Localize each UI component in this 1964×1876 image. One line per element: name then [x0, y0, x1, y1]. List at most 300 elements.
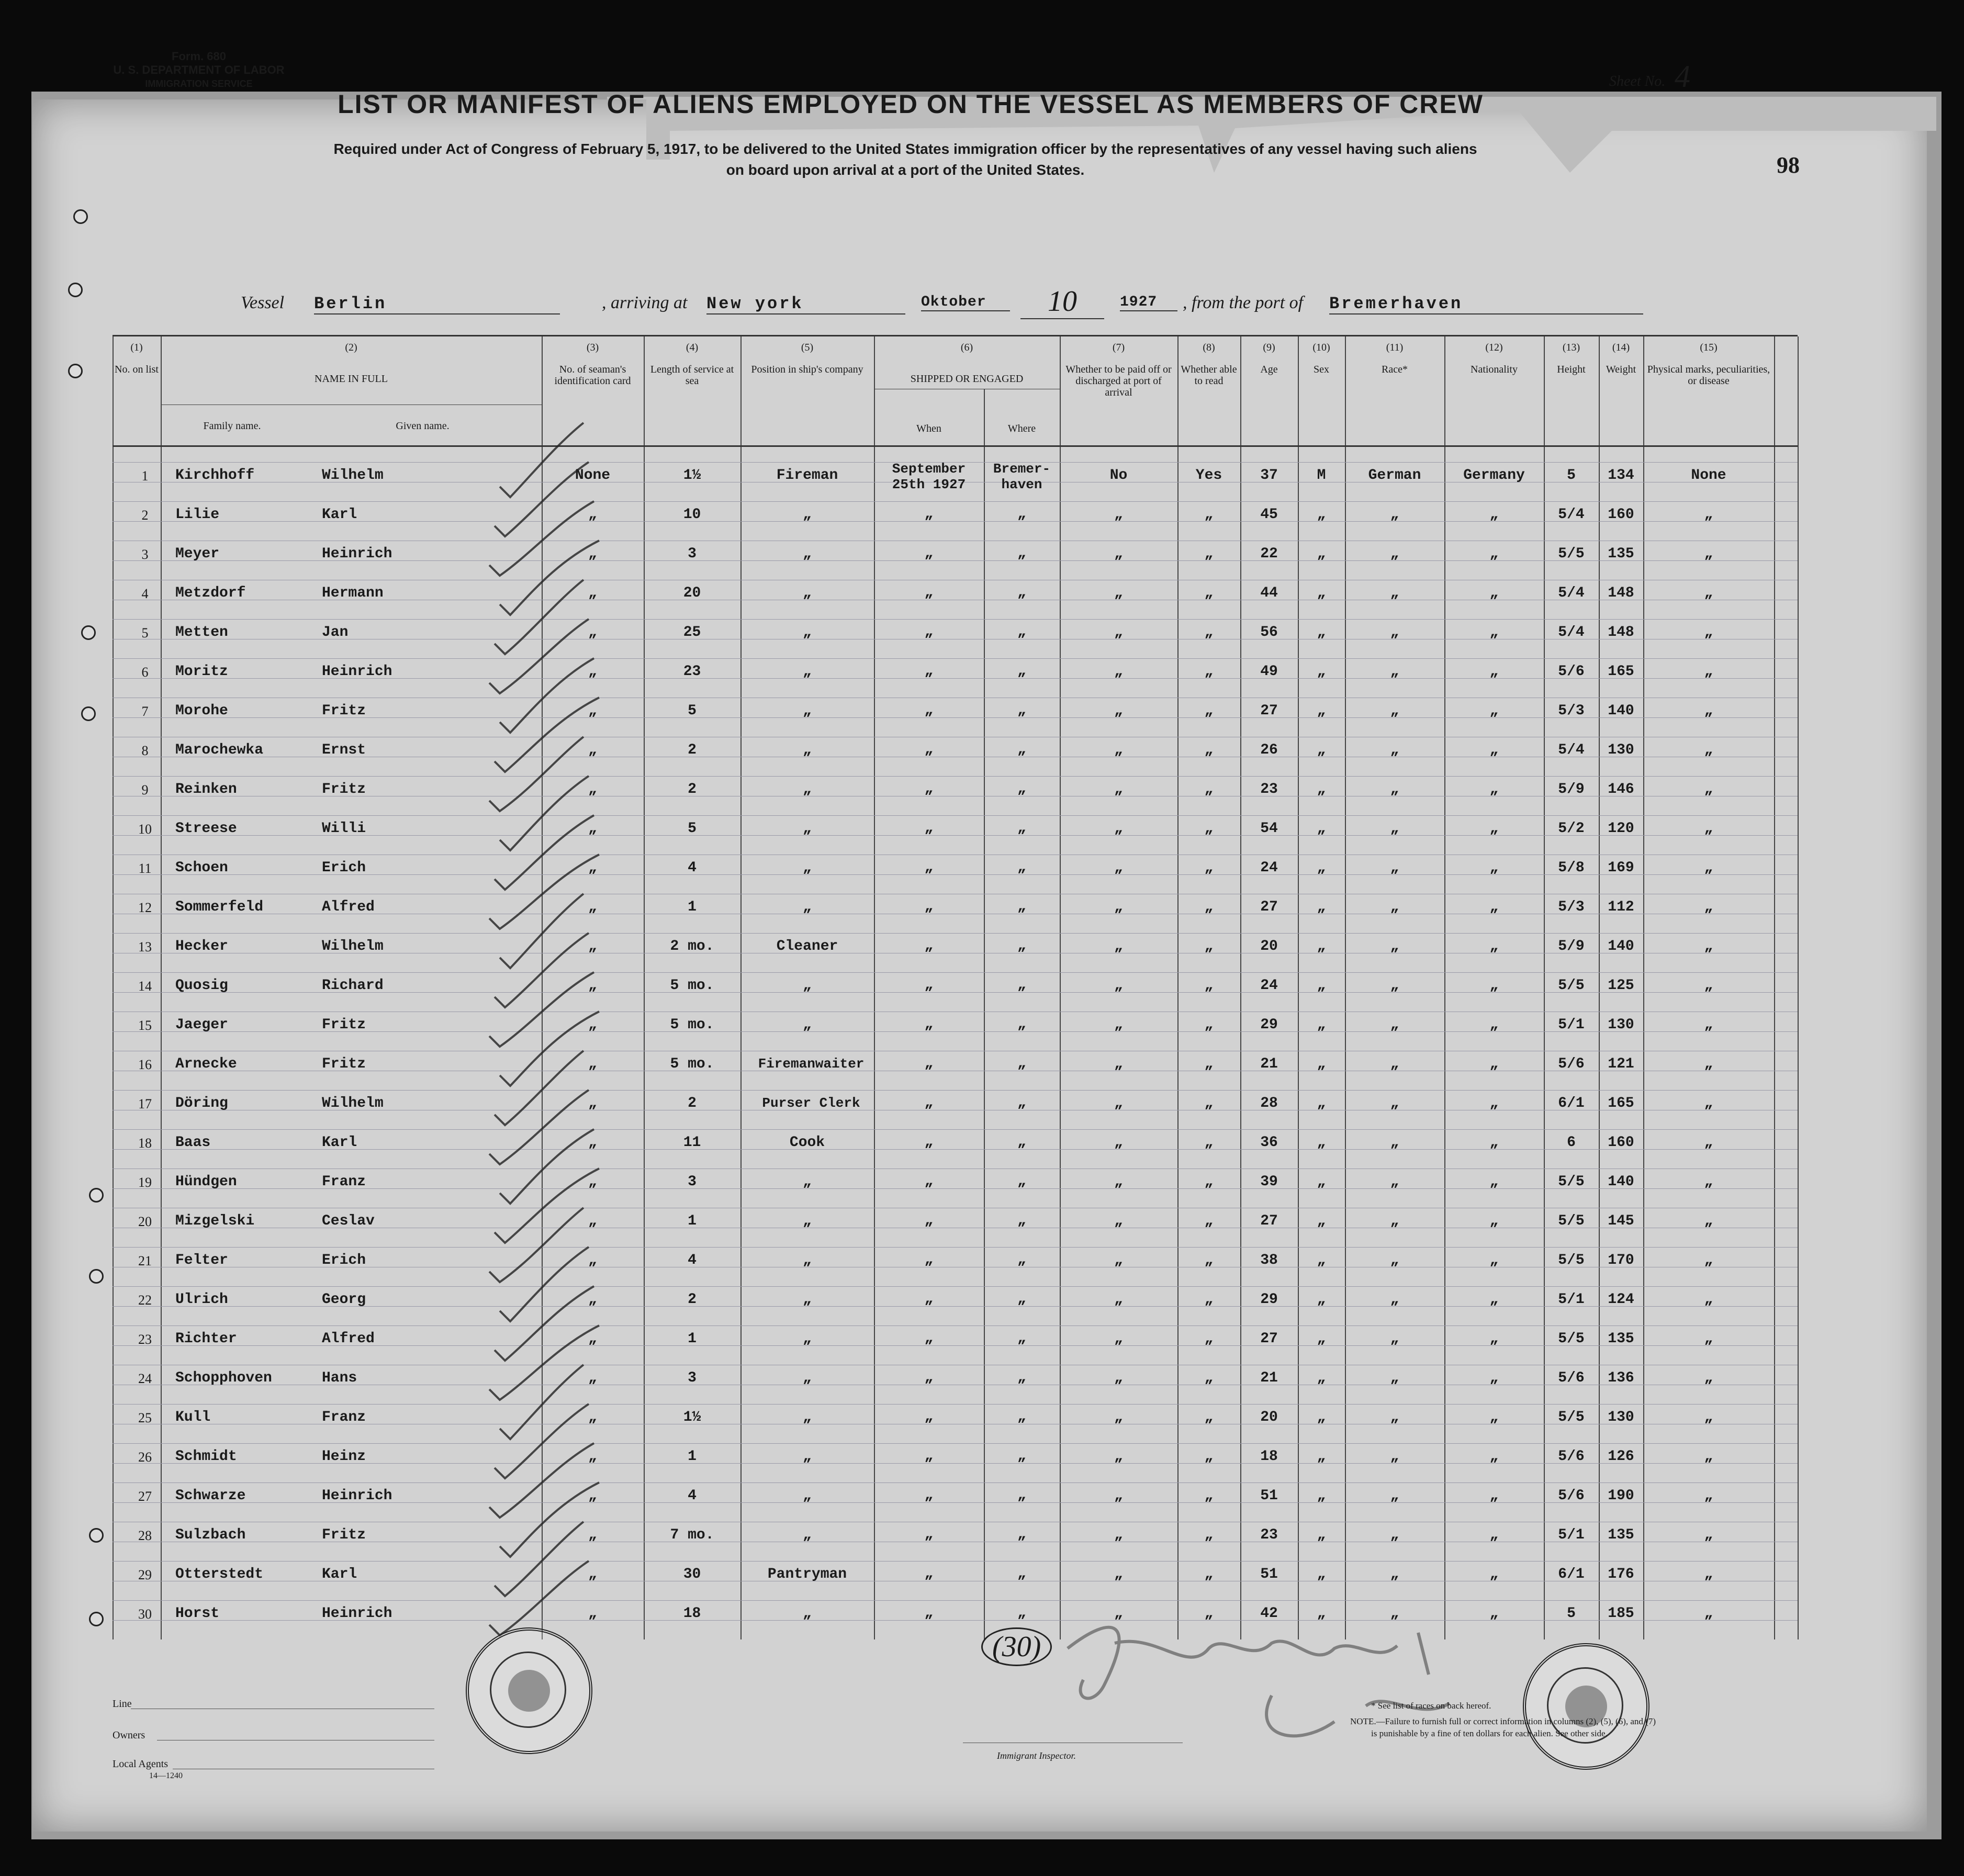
cell-read: „ — [1204, 585, 1214, 601]
cell-paid: „ — [1114, 507, 1123, 523]
cell-position: Fireman — [776, 467, 838, 484]
cell-race: „ — [1390, 1605, 1399, 1622]
cell-service: 2 mo. — [670, 938, 714, 954]
cell-paid: „ — [1114, 781, 1123, 797]
cell-service: 18 — [683, 1605, 701, 1622]
cell-service: 1 — [688, 1331, 697, 1347]
cell-where: „ — [1017, 977, 1026, 993]
cell-where: „ — [1017, 1487, 1026, 1503]
cell-paid: „ — [1114, 1605, 1123, 1622]
cell-card: „ — [588, 585, 597, 601]
cell-when: „ — [924, 663, 934, 679]
cell-where: „ — [1017, 702, 1026, 718]
cell-age: 51 — [1260, 1566, 1278, 1582]
cell-weight: 140 — [1608, 1174, 1634, 1190]
cell-position: „ — [803, 1291, 812, 1308]
cell-race: „ — [1390, 585, 1399, 601]
check-mark — [489, 855, 599, 929]
cell-position: „ — [803, 742, 812, 758]
cell-nat: „ — [1489, 1488, 1499, 1504]
cell-given: Fritz — [322, 703, 366, 719]
arrival-day: 10 — [1020, 285, 1104, 319]
cell-marks: „ — [1704, 1409, 1713, 1425]
cell-nat: „ — [1489, 1409, 1499, 1425]
check-mark — [495, 1522, 583, 1596]
cell-race: „ — [1390, 703, 1399, 719]
cell-paid: „ — [1114, 664, 1123, 680]
cell-race: „ — [1390, 1566, 1399, 1582]
cell-family: Hündgen — [175, 1174, 237, 1190]
cell-given: Karl — [322, 1566, 357, 1582]
cell-age: 27 — [1260, 1213, 1278, 1229]
arrival-year: 1927 — [1120, 294, 1177, 311]
cell-weight: 148 — [1608, 624, 1634, 641]
cell-race: „ — [1390, 664, 1399, 680]
column-number: (4) — [686, 342, 699, 353]
cell-nat: „ — [1489, 1448, 1499, 1465]
cell-weight: 135 — [1608, 1527, 1634, 1543]
cell-where: „ — [1017, 742, 1026, 758]
cell-height: 5/5 — [1558, 1174, 1585, 1190]
cell-family: Felter — [175, 1252, 228, 1268]
cell-paid: „ — [1114, 1017, 1123, 1033]
cell-given: Fritz — [322, 1056, 366, 1072]
cell-no: 21 — [138, 1253, 152, 1268]
cell-no: 25 — [138, 1410, 152, 1425]
cell-where: „ — [1017, 1605, 1026, 1621]
cell-sex: „ — [1317, 1213, 1326, 1229]
cell-no: 20 — [138, 1214, 152, 1229]
cell-age: 29 — [1260, 1291, 1278, 1308]
subtitle — [157, 139, 1654, 181]
cell-position: „ — [803, 1331, 812, 1347]
subtitle-line-1: Required under Act of Congress of February 5, 1917, to be delivered to the United States immigration officer by the representatives of any vessel having such aliens — [333, 141, 1477, 157]
cell-position: „ — [803, 899, 812, 915]
crew-table — [113, 335, 1798, 1639]
cell-family: Streese — [175, 821, 237, 837]
cell-height: 5/3 — [1558, 899, 1585, 915]
cell-family: Richter — [175, 1331, 237, 1347]
punch-hole — [73, 209, 88, 224]
cell-when: „ — [924, 624, 934, 640]
cell-when: „ — [924, 545, 934, 561]
cell-when: „ — [924, 702, 934, 718]
cell-position: „ — [803, 546, 812, 562]
cell-marks: „ — [1704, 1331, 1713, 1347]
cell-height: 6/1 — [1558, 1095, 1585, 1111]
cell-weight: 170 — [1608, 1252, 1634, 1268]
cell-race: German — [1368, 467, 1421, 484]
column-number: (8) — [1203, 342, 1215, 353]
cell-service: 5 mo. — [670, 978, 714, 994]
column-number: (15) — [1700, 342, 1718, 353]
cell-where: „ — [1017, 898, 1026, 915]
cell-nat: Germany — [1463, 467, 1525, 484]
arrival-port: New york — [706, 294, 905, 314]
cell-weight: 121 — [1608, 1056, 1634, 1072]
cell-paid: „ — [1114, 1213, 1123, 1229]
subtitle-line-2: on board upon arrival at a port of the United States. — [726, 162, 1085, 178]
department: U. S. DEPARTMENT OF LABOR — [113, 63, 285, 76]
cell-family: Meyer — [175, 546, 220, 562]
cell-marks: „ — [1704, 860, 1713, 876]
check-mark — [500, 894, 583, 968]
cell-service: 5 mo. — [670, 1017, 714, 1033]
footer-line-label: Line — [113, 1698, 132, 1710]
cell-no: 14 — [138, 979, 152, 994]
cell-service: 2 — [688, 1095, 697, 1111]
cell-position: „ — [803, 1370, 812, 1386]
column-label: NAME IN FULL — [315, 373, 388, 385]
cell-marks: „ — [1704, 1448, 1713, 1465]
cell-family: Morohe — [175, 703, 228, 719]
cell-read: „ — [1204, 821, 1214, 837]
check-mark — [489, 1325, 599, 1400]
cell-card: „ — [588, 1291, 597, 1308]
cell-service: 4 — [688, 860, 697, 876]
cell-card: „ — [588, 703, 597, 719]
cell-given: Georg — [322, 1291, 366, 1308]
cell-read: „ — [1204, 742, 1214, 758]
cell-given: Franz — [322, 1409, 366, 1425]
column-label: No. on list — [115, 364, 159, 375]
cell-height: 5/6 — [1558, 1370, 1585, 1386]
cell-age: 28 — [1260, 1095, 1278, 1111]
cell-position: „ — [803, 664, 812, 680]
footer-owners-label: Owners — [113, 1729, 145, 1741]
cell-family: Sommerfeld — [175, 899, 264, 915]
cell-race: „ — [1390, 1448, 1399, 1465]
cell-read: „ — [1204, 1174, 1214, 1190]
cell-age: 29 — [1260, 1017, 1278, 1033]
cell-position: Pantryman — [767, 1566, 847, 1582]
cell-family: Ulrich — [175, 1291, 228, 1308]
column-number: (1) — [130, 342, 143, 353]
cell-weight: 130 — [1608, 742, 1634, 758]
cell-marks: „ — [1704, 1605, 1713, 1622]
subhead-where: Where — [1007, 423, 1036, 434]
cell-given: Wilhelm — [322, 938, 384, 954]
cell-marks: „ — [1704, 703, 1713, 719]
cell-where: „ — [1017, 624, 1026, 640]
cell-marks: „ — [1704, 664, 1713, 680]
cell-nat: „ — [1489, 1134, 1499, 1151]
cell-age: 42 — [1260, 1605, 1278, 1622]
cell-read: „ — [1204, 1566, 1214, 1582]
cell-weight: 126 — [1608, 1448, 1634, 1465]
cell-nat: „ — [1489, 860, 1499, 876]
cell-nat: „ — [1489, 546, 1499, 562]
arriving-label: , arriving at — [602, 293, 688, 312]
cell-when: „ — [924, 742, 934, 758]
cell-sex: „ — [1317, 1095, 1326, 1111]
cell-weight: 176 — [1608, 1566, 1634, 1582]
cell-given: Heinrich — [322, 664, 392, 680]
cell-weight: 125 — [1608, 978, 1634, 994]
cell-height: 5/5 — [1558, 1409, 1585, 1425]
form-number: Form. 680 — [172, 50, 226, 63]
cell-where: „ — [1017, 585, 1026, 601]
cell-service: 23 — [683, 664, 701, 680]
cell-card: „ — [588, 1134, 597, 1151]
inspector-label: Immigrant Inspector. — [997, 1750, 1076, 1761]
cell-paid: „ — [1114, 1488, 1123, 1504]
cell-weight: 160 — [1608, 1134, 1634, 1151]
cell-age: 37 — [1260, 467, 1278, 484]
vessel-line — [241, 285, 1654, 319]
cell-paid: „ — [1114, 1134, 1123, 1151]
column-number: (12) — [1485, 342, 1503, 353]
cell-nat: „ — [1489, 1370, 1499, 1386]
cell-when: „ — [924, 1291, 934, 1307]
cell-position: Cleaner — [776, 938, 838, 954]
check-mark — [489, 619, 589, 693]
cell-position: „ — [803, 1213, 812, 1229]
cell-family: Moritz — [175, 664, 228, 680]
check-mark — [489, 972, 594, 1047]
cell-marks: „ — [1704, 1134, 1713, 1151]
subhead-family: Family name. — [203, 420, 261, 432]
cell-given: Hans — [322, 1370, 357, 1386]
check-mark — [495, 933, 589, 1007]
cell-family: Marochewka — [175, 742, 264, 758]
cell-given: Fritz — [322, 1017, 366, 1033]
cell-height: 5/4 — [1558, 507, 1585, 523]
cell-no: 17 — [138, 1096, 152, 1111]
cell-where: Bremer- haven — [993, 461, 1051, 492]
cell-paid: „ — [1114, 1056, 1123, 1072]
cell-card: „ — [588, 899, 597, 915]
cell-no: 10 — [138, 822, 152, 837]
cell-given: Wilhelm — [322, 1095, 384, 1111]
cell-when: „ — [924, 1055, 934, 1072]
cell-no: 15 — [138, 1018, 152, 1033]
cell-read: „ — [1204, 1056, 1214, 1072]
cell-card: „ — [588, 1095, 597, 1111]
cell-marks: „ — [1704, 585, 1713, 601]
cell-nat: „ — [1489, 1605, 1499, 1622]
cell-service: 25 — [683, 624, 701, 641]
cell-no: 5 — [141, 625, 149, 641]
cell-weight: 135 — [1608, 1331, 1634, 1347]
cell-sex: „ — [1317, 1252, 1326, 1268]
cell-family: Quosig — [175, 978, 228, 994]
cell-card: „ — [588, 624, 597, 641]
cell-when: „ — [924, 820, 934, 836]
cell-nat: „ — [1489, 1331, 1499, 1347]
cell-when: „ — [924, 1016, 934, 1032]
cell-paid: „ — [1114, 1409, 1123, 1425]
cell-no: 24 — [138, 1371, 152, 1386]
punch-hole — [89, 1269, 104, 1284]
cell-given: Erich — [322, 860, 366, 876]
cell-height: 5/5 — [1558, 1331, 1585, 1347]
cell-height: 5 — [1567, 467, 1576, 484]
cell-age: 27 — [1260, 703, 1278, 719]
cell-read: „ — [1204, 1409, 1214, 1425]
service: IMMIGRATION SERVICE — [145, 78, 253, 89]
cell-service: 7 mo. — [670, 1527, 714, 1543]
column-label: Sex — [1314, 364, 1329, 375]
cell-read: „ — [1204, 507, 1214, 523]
cell-weight: 148 — [1608, 585, 1634, 601]
column-label: Race* — [1382, 364, 1408, 375]
cell-nat: „ — [1489, 1095, 1499, 1111]
cell-card: „ — [588, 1213, 597, 1229]
cell-marks: „ — [1704, 1370, 1713, 1386]
consulate-seal-right — [1523, 1643, 1649, 1770]
cell-given: Ceslav — [322, 1213, 375, 1229]
cell-given: Jan — [322, 624, 349, 641]
cell-given: Richard — [322, 978, 384, 994]
cell-nat: „ — [1489, 1252, 1499, 1268]
column-number: (9) — [1263, 342, 1275, 353]
cell-read: „ — [1204, 1095, 1214, 1111]
cell-read: „ — [1204, 624, 1214, 641]
vessel-name: Berlin — [314, 294, 560, 314]
column-label: Weight — [1606, 364, 1636, 375]
cell-nat: „ — [1489, 1213, 1499, 1229]
cell-height: 5/1 — [1558, 1527, 1585, 1543]
cell-sex: „ — [1317, 742, 1326, 758]
cell-card: „ — [588, 1566, 597, 1582]
cell-read: „ — [1204, 781, 1214, 797]
cell-position: „ — [803, 860, 812, 876]
cell-given: Erich — [322, 1252, 366, 1268]
check-mark — [495, 1169, 599, 1243]
cell-service: 3 — [688, 546, 697, 562]
cell-sex: „ — [1317, 703, 1326, 719]
column-label: Physical marks, peculiarities, or disease — [1647, 364, 1770, 387]
from-port: Bremerhaven — [1329, 294, 1643, 314]
cell-race: „ — [1390, 821, 1399, 837]
cell-where: „ — [1017, 1134, 1026, 1150]
cell-family: Mizgelski — [175, 1213, 255, 1229]
cell-height: 5/8 — [1558, 860, 1585, 876]
cell-no: 30 — [138, 1607, 152, 1622]
cell-weight: 124 — [1608, 1291, 1634, 1308]
cell-nat: „ — [1489, 1291, 1499, 1308]
cell-height: 5/9 — [1558, 938, 1585, 954]
cell-service: 20 — [683, 585, 701, 601]
cell-paid: „ — [1114, 1291, 1123, 1308]
cell-sex: „ — [1317, 624, 1326, 641]
cell-age: 23 — [1260, 781, 1278, 797]
cell-position: Firemanwaiter — [758, 1056, 865, 1072]
check-mark — [500, 541, 599, 615]
cell-height: 5/9 — [1558, 781, 1585, 797]
cell-weight: 136 — [1608, 1370, 1634, 1386]
cell-service: 4 — [688, 1488, 697, 1504]
check-mark — [489, 1208, 583, 1282]
sheet-number: 4 — [1675, 59, 1690, 94]
cell-age: 39 — [1260, 1174, 1278, 1190]
cell-paid: „ — [1114, 860, 1123, 876]
cell-when: „ — [924, 1134, 934, 1150]
cell-position: „ — [803, 1017, 812, 1033]
cell-marks: „ — [1704, 1017, 1713, 1033]
cell-height: 5/2 — [1558, 821, 1585, 837]
cell-height: 5/6 — [1558, 664, 1585, 680]
cell-no: 29 — [138, 1567, 152, 1582]
cell-height: 6/1 — [1558, 1566, 1585, 1582]
cell-weight: 165 — [1608, 1095, 1634, 1111]
cell-service: 30 — [683, 1566, 701, 1582]
cell-sex: „ — [1317, 821, 1326, 837]
column-number: (2) — [345, 342, 357, 353]
cell-card: „ — [588, 978, 597, 994]
cell-no: 3 — [141, 547, 149, 562]
column-number: (7) — [1112, 342, 1125, 353]
cell-age: 20 — [1260, 938, 1278, 954]
cell-when: „ — [924, 585, 934, 601]
column-number: (6) — [960, 342, 973, 353]
cell-height: 5/4 — [1558, 624, 1585, 641]
cell-where: „ — [1017, 1409, 1026, 1425]
cell-paid: „ — [1114, 546, 1123, 562]
cell-where: „ — [1017, 1055, 1026, 1072]
cell-where: „ — [1017, 938, 1026, 954]
consulate-seal-left — [466, 1627, 592, 1754]
cell-card: „ — [588, 860, 597, 876]
cell-family: Hecker — [175, 938, 228, 954]
cell-card: „ — [588, 742, 597, 758]
cell-nat: „ — [1489, 585, 1499, 601]
check-mark — [495, 580, 583, 654]
cell-age: 36 — [1260, 1134, 1278, 1151]
cell-nat: „ — [1489, 899, 1499, 915]
column-label: Height — [1557, 364, 1586, 375]
check-mark — [500, 776, 589, 850]
cell-when: „ — [924, 781, 934, 797]
cell-height: 5/3 — [1558, 703, 1585, 719]
cell-family: Sulzbach — [175, 1527, 246, 1543]
cell-no: 27 — [138, 1489, 152, 1504]
cell-race: „ — [1390, 978, 1399, 994]
cell-race: „ — [1390, 742, 1399, 758]
cell-paid: „ — [1114, 703, 1123, 719]
cell-marks: „ — [1704, 1488, 1713, 1504]
check-mark — [489, 1090, 589, 1164]
cell-sex: „ — [1317, 1017, 1326, 1033]
cell-marks: None — [1691, 467, 1726, 484]
cell-paid: „ — [1114, 1448, 1123, 1465]
cell-height: 5/5 — [1558, 978, 1585, 994]
cell-paid: „ — [1114, 899, 1123, 915]
column-number: (3) — [586, 342, 599, 353]
cell-race: „ — [1390, 1056, 1399, 1072]
cell-age: 18 — [1260, 1448, 1278, 1465]
check-mark — [500, 1012, 599, 1086]
cell-card: „ — [588, 938, 597, 954]
cell-age: 49 — [1260, 664, 1278, 680]
cell-where: „ — [1017, 506, 1026, 522]
cell-marks: „ — [1704, 821, 1713, 837]
cell-no: 26 — [138, 1450, 152, 1465]
cell-position: „ — [803, 585, 812, 601]
cell-age: 27 — [1260, 899, 1278, 915]
cell-weight: 146 — [1608, 781, 1634, 797]
cell-read: „ — [1204, 1448, 1214, 1465]
cell-weight: 185 — [1608, 1605, 1634, 1622]
cell-race: „ — [1390, 1095, 1399, 1111]
cell-no: 7 — [141, 704, 149, 719]
cell-given: Karl — [322, 1134, 357, 1151]
cell-family: Schwarze — [175, 1488, 246, 1504]
cell-weight: 140 — [1608, 703, 1634, 719]
cell-height: 5/6 — [1558, 1488, 1585, 1504]
cell-paid: „ — [1114, 1566, 1123, 1582]
